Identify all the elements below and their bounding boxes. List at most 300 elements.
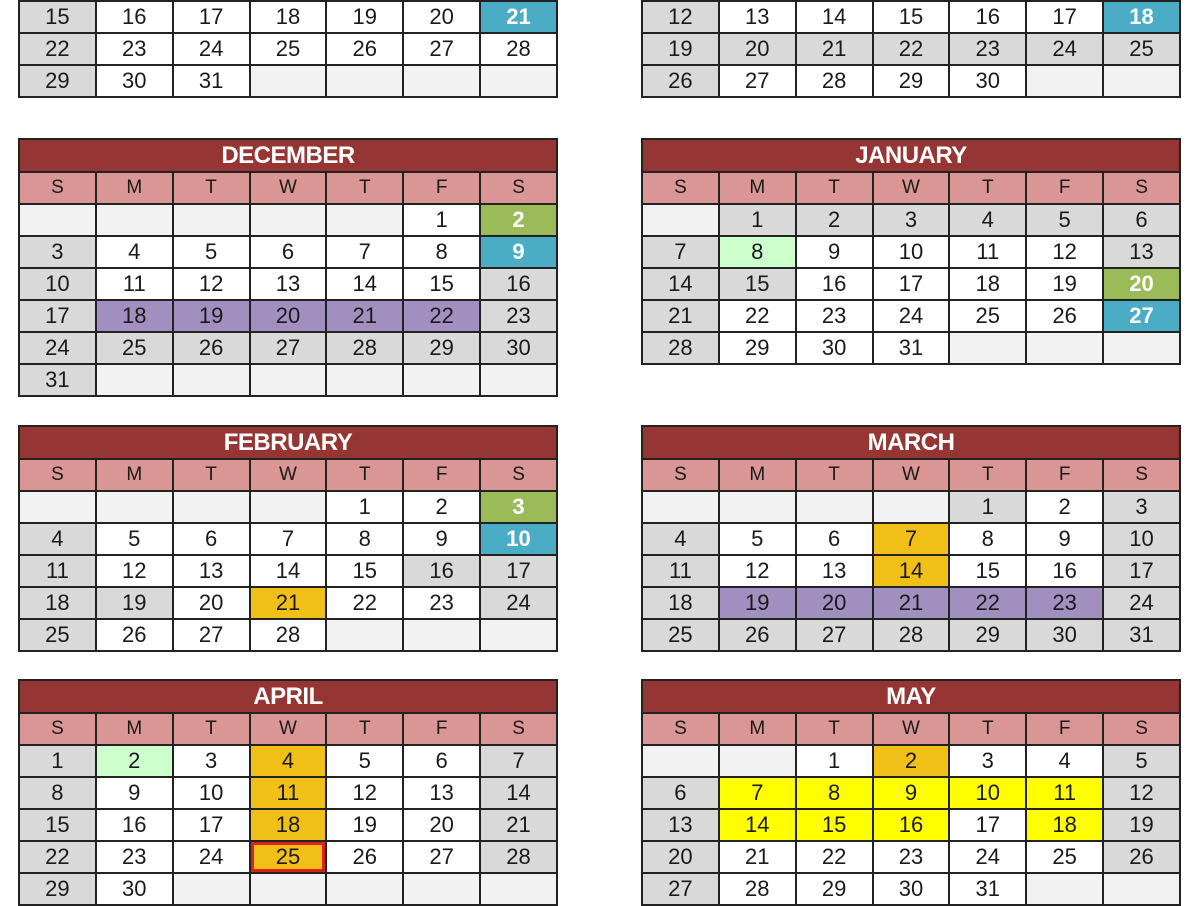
day-cell: 17 xyxy=(173,809,250,841)
day-cell: 10 xyxy=(949,777,1026,809)
day-cell: 4 xyxy=(949,204,1026,236)
day-cell: 22 xyxy=(796,841,873,873)
day-cell: 29 xyxy=(949,619,1026,651)
day-cell: 10 xyxy=(1103,523,1180,555)
weekday-header: S xyxy=(19,713,96,745)
empty-day-cell xyxy=(250,364,327,396)
day-cell: 21 xyxy=(796,33,873,65)
weekday-header: S xyxy=(1103,713,1180,745)
day-cell: 26 xyxy=(1026,300,1103,332)
weekday-header: F xyxy=(403,713,480,745)
day-cell: 31 xyxy=(949,873,1026,905)
day-cell: 28 xyxy=(796,65,873,97)
day-cell: 13 xyxy=(173,555,250,587)
day-cell: 15 xyxy=(19,1,96,33)
empty-day-cell xyxy=(719,745,796,777)
empty-day-cell xyxy=(403,873,480,905)
day-cell: 21 xyxy=(873,587,950,619)
day-cell: 7 xyxy=(326,236,403,268)
month-calendar xyxy=(641,0,1181,98)
day-cell: 7 xyxy=(250,523,327,555)
week-row xyxy=(19,204,557,236)
day-cell: 26 xyxy=(642,65,719,97)
day-cell: 29 xyxy=(796,873,873,905)
day-cell: 12 xyxy=(1026,236,1103,268)
week-row xyxy=(642,491,1180,523)
day-cell: 22 xyxy=(873,33,950,65)
empty-day-cell xyxy=(96,491,173,523)
day-cell: 3 xyxy=(1103,491,1180,523)
day-cell: 18 xyxy=(1026,809,1103,841)
weekday-header: T xyxy=(796,172,873,204)
day-cell: 12 xyxy=(326,777,403,809)
day-cell: 24 xyxy=(19,332,96,364)
day-cell: 27 xyxy=(719,65,796,97)
day-cell: 16 xyxy=(873,809,950,841)
empty-day-cell xyxy=(403,65,480,97)
week-row xyxy=(642,745,1180,777)
day-cell: 11 xyxy=(250,777,327,809)
day-cell: 16 xyxy=(949,1,1026,33)
day-cell: 19 xyxy=(719,587,796,619)
weekday-header: M xyxy=(719,459,796,491)
day-cell: 3 xyxy=(480,491,557,523)
weekday-header: T xyxy=(173,459,250,491)
empty-day-cell xyxy=(173,204,250,236)
day-cell: 15 xyxy=(326,555,403,587)
day-cell: 13 xyxy=(1103,236,1180,268)
week-row xyxy=(19,332,557,364)
empty-day-cell xyxy=(719,491,796,523)
day-cell: 19 xyxy=(326,809,403,841)
week-row xyxy=(19,523,557,555)
week-row xyxy=(642,523,1180,555)
week-row xyxy=(642,555,1180,587)
day-cell: 30 xyxy=(480,332,557,364)
day-cell: 14 xyxy=(480,777,557,809)
day-cell: 22 xyxy=(719,300,796,332)
empty-day-cell xyxy=(1103,65,1180,97)
week-row xyxy=(642,841,1180,873)
day-cell: 24 xyxy=(173,841,250,873)
day-cell: 8 xyxy=(326,523,403,555)
empty-day-cell xyxy=(326,204,403,236)
day-cell: 10 xyxy=(19,268,96,300)
day-cell: 28 xyxy=(719,873,796,905)
day-cell: 30 xyxy=(96,65,173,97)
month-calendar-may xyxy=(641,679,1181,906)
day-cell: 2 xyxy=(1026,491,1103,523)
week-row xyxy=(19,1,557,33)
day-cell: 26 xyxy=(96,619,173,651)
day-cell: 17 xyxy=(480,555,557,587)
week-row xyxy=(642,809,1180,841)
week-row xyxy=(642,236,1180,268)
weekday-header: T xyxy=(949,713,1026,745)
empty-day-cell xyxy=(480,619,557,651)
day-cell: 1 xyxy=(796,745,873,777)
day-cell: 19 xyxy=(173,300,250,332)
day-cell: 24 xyxy=(873,300,950,332)
day-cell: 16 xyxy=(796,268,873,300)
day-cell: 9 xyxy=(873,777,950,809)
week-row xyxy=(642,1,1180,33)
day-cell: 4 xyxy=(250,745,327,777)
day-cell: 13 xyxy=(403,777,480,809)
week-row xyxy=(19,841,557,873)
day-cell: 28 xyxy=(250,619,327,651)
day-cell: 5 xyxy=(96,523,173,555)
day-cell: 1 xyxy=(949,491,1026,523)
weekday-header: F xyxy=(403,172,480,204)
week-row xyxy=(19,33,557,65)
day-cell: 19 xyxy=(1103,809,1180,841)
day-cell: 10 xyxy=(873,236,950,268)
empty-day-cell xyxy=(250,491,327,523)
day-cell: 21 xyxy=(719,841,796,873)
day-cell: 5 xyxy=(1103,745,1180,777)
weekday-header: W xyxy=(250,713,327,745)
day-cell: 7 xyxy=(642,236,719,268)
day-cell: 17 xyxy=(1103,555,1180,587)
day-cell: 7 xyxy=(719,777,796,809)
day-cell: 1 xyxy=(403,204,480,236)
day-cell: 28 xyxy=(642,332,719,364)
day-cell: 5 xyxy=(326,745,403,777)
empty-day-cell xyxy=(1026,873,1103,905)
day-cell: 23 xyxy=(403,587,480,619)
weekday-header: T xyxy=(949,459,1026,491)
empty-day-cell xyxy=(873,491,950,523)
weekday-header: F xyxy=(403,459,480,491)
day-cell: 27 xyxy=(642,873,719,905)
day-cell: 27 xyxy=(1103,300,1180,332)
day-cell: 15 xyxy=(873,1,950,33)
day-cell: 6 xyxy=(642,777,719,809)
week-row xyxy=(19,491,557,523)
empty-day-cell xyxy=(250,204,327,236)
weekday-header: T xyxy=(949,172,1026,204)
day-cell: 13 xyxy=(642,809,719,841)
empty-day-cell xyxy=(480,65,557,97)
day-cell: 21 xyxy=(480,809,557,841)
empty-day-cell xyxy=(326,65,403,97)
day-cell: 11 xyxy=(642,555,719,587)
day-cell: 20 xyxy=(250,300,327,332)
day-cell: 16 xyxy=(480,268,557,300)
day-cell: 27 xyxy=(403,841,480,873)
day-cell: 8 xyxy=(403,236,480,268)
week-row xyxy=(19,619,557,651)
day-cell: 22 xyxy=(326,587,403,619)
weekday-header: S xyxy=(642,713,719,745)
day-cell: 2 xyxy=(96,745,173,777)
day-cell: 8 xyxy=(796,777,873,809)
day-cell: 28 xyxy=(326,332,403,364)
empty-day-cell xyxy=(326,873,403,905)
day-cell: 17 xyxy=(949,809,1026,841)
day-cell: 22 xyxy=(19,841,96,873)
day-cell: 22 xyxy=(403,300,480,332)
weekday-header: W xyxy=(250,172,327,204)
day-cell: 29 xyxy=(873,65,950,97)
day-cell: 1 xyxy=(326,491,403,523)
week-row xyxy=(19,236,557,268)
day-cell: 23 xyxy=(96,33,173,65)
day-cell: 5 xyxy=(1026,204,1103,236)
day-cell: 25 xyxy=(96,332,173,364)
week-row xyxy=(19,777,557,809)
day-cell: 20 xyxy=(642,841,719,873)
day-cell: 18 xyxy=(642,587,719,619)
day-cell: 24 xyxy=(480,587,557,619)
day-cell: 7 xyxy=(873,523,950,555)
month-title: MARCH xyxy=(642,426,1180,459)
empty-day-cell xyxy=(1026,332,1103,364)
day-cell: 6 xyxy=(1103,204,1180,236)
day-cell: 27 xyxy=(403,33,480,65)
day-cell: 6 xyxy=(250,236,327,268)
day-cell: 21 xyxy=(250,587,327,619)
day-cell: 22 xyxy=(949,587,1026,619)
weekday-header: T xyxy=(173,172,250,204)
week-row xyxy=(642,587,1180,619)
empty-day-cell xyxy=(173,491,250,523)
month-calendar xyxy=(18,0,558,98)
day-cell: 24 xyxy=(949,841,1026,873)
empty-day-cell xyxy=(949,332,1026,364)
day-cell: 28 xyxy=(873,619,950,651)
day-cell: 1 xyxy=(19,745,96,777)
empty-day-cell xyxy=(642,491,719,523)
day-cell: 15 xyxy=(719,268,796,300)
day-cell: 4 xyxy=(1026,745,1103,777)
day-cell: 13 xyxy=(250,268,327,300)
day-cell: 19 xyxy=(96,587,173,619)
day-cell: 20 xyxy=(403,809,480,841)
day-cell: 9 xyxy=(1026,523,1103,555)
day-cell: 20 xyxy=(403,1,480,33)
day-cell: 21 xyxy=(480,1,557,33)
day-cell: 16 xyxy=(96,809,173,841)
day-cell: 18 xyxy=(949,268,1026,300)
empty-day-cell xyxy=(326,364,403,396)
day-cell: 30 xyxy=(796,332,873,364)
day-cell: 26 xyxy=(173,332,250,364)
weekday-header: T xyxy=(796,459,873,491)
empty-day-cell xyxy=(19,491,96,523)
empty-day-cell xyxy=(1103,332,1180,364)
weekday-header: M xyxy=(96,172,173,204)
month-calendar-january xyxy=(641,138,1181,365)
weekday-header: F xyxy=(1026,713,1103,745)
day-cell: 23 xyxy=(949,33,1026,65)
week-row xyxy=(19,300,557,332)
day-cell: 23 xyxy=(1026,587,1103,619)
day-cell: 13 xyxy=(719,1,796,33)
month-title: JANUARY xyxy=(642,139,1180,172)
day-cell: 23 xyxy=(873,841,950,873)
day-cell: 28 xyxy=(480,33,557,65)
week-row xyxy=(642,873,1180,905)
day-cell: 27 xyxy=(250,332,327,364)
empty-day-cell xyxy=(173,873,250,905)
day-cell: 4 xyxy=(642,523,719,555)
day-cell: 30 xyxy=(1026,619,1103,651)
day-cell: 18 xyxy=(19,587,96,619)
empty-day-cell xyxy=(480,364,557,396)
day-cell: 31 xyxy=(19,364,96,396)
day-cell: 18 xyxy=(96,300,173,332)
day-cell: 16 xyxy=(96,1,173,33)
day-cell: 23 xyxy=(96,841,173,873)
day-cell: 8 xyxy=(19,777,96,809)
day-cell: 6 xyxy=(403,745,480,777)
day-cell: 17 xyxy=(1026,1,1103,33)
day-cell: 20 xyxy=(1103,268,1180,300)
day-cell: 4 xyxy=(19,523,96,555)
month-title: APRIL xyxy=(19,680,557,713)
day-cell: 21 xyxy=(642,300,719,332)
weekday-header: M xyxy=(719,172,796,204)
weekday-header: M xyxy=(96,713,173,745)
day-cell: 12 xyxy=(719,555,796,587)
empty-day-cell xyxy=(1103,873,1180,905)
day-cell: 13 xyxy=(796,555,873,587)
day-cell: 20 xyxy=(719,33,796,65)
week-row xyxy=(19,65,557,97)
month-calendar-march xyxy=(641,425,1181,652)
day-cell: 14 xyxy=(642,268,719,300)
empty-day-cell xyxy=(173,364,250,396)
day-cell: 5 xyxy=(719,523,796,555)
day-cell: 2 xyxy=(403,491,480,523)
month-calendar-april xyxy=(18,679,558,906)
day-cell: 25 xyxy=(1103,33,1180,65)
day-cell: 19 xyxy=(326,1,403,33)
day-cell: 19 xyxy=(1026,268,1103,300)
day-cell: 9 xyxy=(480,236,557,268)
day-cell: 30 xyxy=(949,65,1026,97)
week-row xyxy=(19,873,557,905)
day-cell: 20 xyxy=(796,587,873,619)
day-cell: 9 xyxy=(796,236,873,268)
day-cell: 9 xyxy=(403,523,480,555)
day-cell: 2 xyxy=(873,745,950,777)
weekday-header: W xyxy=(873,172,950,204)
empty-day-cell xyxy=(250,65,327,97)
weekday-header: S xyxy=(642,172,719,204)
day-cell: 6 xyxy=(173,523,250,555)
day-cell: 31 xyxy=(1103,619,1180,651)
week-row xyxy=(642,33,1180,65)
month-title: FEBRUARY xyxy=(19,426,557,459)
day-cell: 1 xyxy=(719,204,796,236)
day-cell: 8 xyxy=(719,236,796,268)
day-cell: 25 xyxy=(949,300,1026,332)
empty-day-cell xyxy=(250,873,327,905)
weekday-header: T xyxy=(326,172,403,204)
weekday-header: S xyxy=(1103,172,1180,204)
weekday-header: T xyxy=(326,713,403,745)
day-cell: 10 xyxy=(173,777,250,809)
weekday-header: S xyxy=(19,172,96,204)
weekday-header: M xyxy=(96,459,173,491)
day-cell: 30 xyxy=(873,873,950,905)
day-cell: 25 xyxy=(642,619,719,651)
empty-day-cell xyxy=(96,204,173,236)
day-cell: 25 xyxy=(250,841,327,873)
day-cell: 18 xyxy=(250,809,327,841)
empty-day-cell xyxy=(642,204,719,236)
day-cell: 12 xyxy=(1103,777,1180,809)
empty-day-cell xyxy=(326,619,403,651)
empty-day-cell xyxy=(480,873,557,905)
week-row xyxy=(642,332,1180,364)
weekday-header: F xyxy=(1026,459,1103,491)
day-cell: 15 xyxy=(19,809,96,841)
month-calendar-february xyxy=(18,425,558,652)
day-cell: 26 xyxy=(719,619,796,651)
weekday-header: W xyxy=(873,713,950,745)
day-cell: 14 xyxy=(873,555,950,587)
day-cell: 23 xyxy=(796,300,873,332)
day-cell: 8 xyxy=(949,523,1026,555)
empty-day-cell xyxy=(796,491,873,523)
day-cell: 11 xyxy=(949,236,1026,268)
week-row xyxy=(19,745,557,777)
day-cell: 29 xyxy=(403,332,480,364)
month-title: DECEMBER xyxy=(19,139,557,172)
week-row xyxy=(19,268,557,300)
day-cell: 29 xyxy=(19,65,96,97)
day-cell: 11 xyxy=(1026,777,1103,809)
day-cell: 3 xyxy=(873,204,950,236)
day-cell: 2 xyxy=(796,204,873,236)
day-cell: 27 xyxy=(796,619,873,651)
day-cell: 26 xyxy=(326,33,403,65)
week-row xyxy=(19,555,557,587)
month-calendar-december xyxy=(18,138,558,397)
weekday-header: T xyxy=(796,713,873,745)
weekday-header: W xyxy=(250,459,327,491)
empty-day-cell xyxy=(642,745,719,777)
week-row xyxy=(642,268,1180,300)
day-cell: 24 xyxy=(1026,33,1103,65)
day-cell: 15 xyxy=(796,809,873,841)
week-row xyxy=(19,364,557,396)
day-cell: 20 xyxy=(173,587,250,619)
weekday-header: T xyxy=(173,713,250,745)
day-cell: 12 xyxy=(96,555,173,587)
day-cell: 29 xyxy=(719,332,796,364)
day-cell: 18 xyxy=(1103,1,1180,33)
week-row xyxy=(642,65,1180,97)
day-cell: 18 xyxy=(250,1,327,33)
empty-day-cell xyxy=(403,364,480,396)
day-cell: 29 xyxy=(19,873,96,905)
empty-day-cell xyxy=(96,364,173,396)
day-cell: 25 xyxy=(250,33,327,65)
weekday-header: S xyxy=(642,459,719,491)
month-title: MAY xyxy=(642,680,1180,713)
week-row xyxy=(19,587,557,619)
weekday-header: S xyxy=(1103,459,1180,491)
weekday-header: T xyxy=(326,459,403,491)
day-cell: 27 xyxy=(173,619,250,651)
weekday-header: S xyxy=(480,459,557,491)
day-cell: 31 xyxy=(173,65,250,97)
